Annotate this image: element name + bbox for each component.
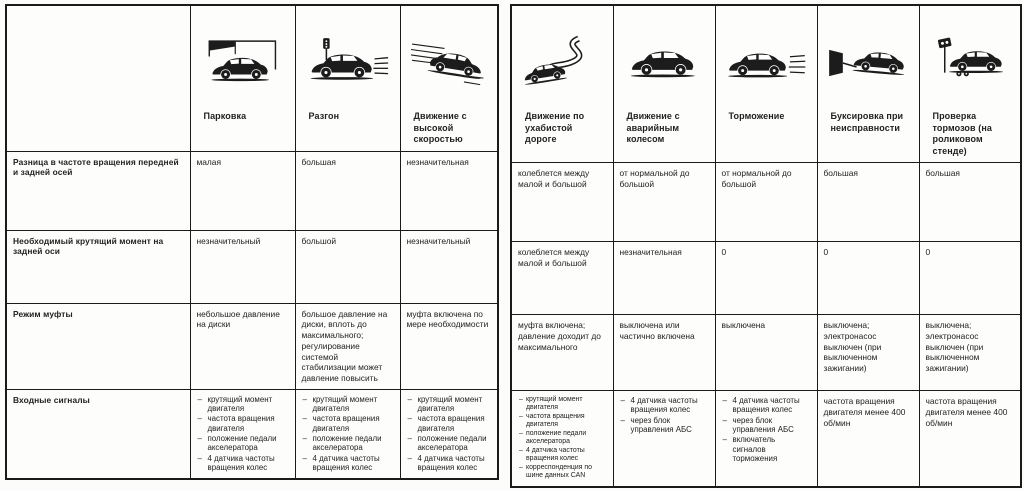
list-item: – частота вращения двигателя — [518, 413, 607, 429]
col-header-towing — [817, 5, 919, 163]
col-header-bumpy-road — [511, 5, 613, 163]
signals-cell — [919, 391, 1021, 488]
col-header-acceleration — [295, 5, 400, 151]
list-item: – включатель сигналов торможения — [722, 435, 811, 463]
list-item: – положение педали акселератора — [302, 434, 394, 453]
column-title: Движение с высокой скоростью — [413, 111, 467, 145]
value-cell: муфта включена; давление доходит до максимального — [511, 315, 613, 391]
icon-box — [620, 11, 709, 110]
icon-box — [722, 11, 811, 110]
row-label-input-signals: Входные сигналы — [6, 389, 190, 479]
value-cell: 0 — [715, 242, 817, 315]
parking-garage-icon — [201, 20, 284, 106]
list-item: – частота вращения двигателя — [302, 414, 394, 433]
column-title: Парковка — [203, 111, 247, 121]
signals-cell — [817, 391, 919, 488]
left-table — [5, 4, 499, 480]
list-item: – 4 датчика частоты вращения колес — [302, 454, 394, 473]
list-item: – корреспонденция по шине данных CAN — [518, 464, 607, 480]
value-cell: муфта включена по мере необходимости — [400, 303, 498, 389]
list-item: – 4 датчика частоты вращения колес — [518, 447, 607, 463]
plain-signal: частота вращения двигателя менее 400 об/мин — [925, 396, 1008, 428]
spare-wheel-car-icon — [624, 20, 704, 106]
icon-box — [824, 11, 913, 110]
value-cell: большая — [817, 163, 919, 242]
list-item: – крутящий момент двигателя — [518, 396, 607, 412]
value-cell: большая — [919, 163, 1021, 242]
signals-cell — [715, 391, 817, 488]
high-speed-car-icon — [411, 20, 487, 106]
row-label-clutch-mode: Режим муфты — [6, 303, 190, 389]
value-cell: от нормальной до большой — [715, 163, 817, 242]
value-cell: выключена; электронасос выключен (при выключенном зажигании) — [919, 315, 1021, 391]
list-item: – частота вращения двигателя — [407, 414, 492, 433]
icon-box — [302, 11, 394, 110]
signals-cell — [511, 391, 613, 488]
value-cell: 0 — [919, 242, 1021, 315]
value-cell: незначительный — [400, 230, 498, 303]
icon-box — [926, 11, 1015, 110]
list-item: – 4 датчика частоты вращения колес — [407, 454, 492, 473]
corner-cell — [6, 5, 190, 151]
col-header-high-speed — [400, 5, 498, 151]
value-cell: малая — [190, 151, 295, 230]
value-cell: незначительная — [613, 242, 715, 315]
scenario-tables — [5, 4, 1022, 488]
column-title: Разгон — [308, 111, 340, 121]
towing-car-icon — [828, 20, 908, 106]
list-item: – 4 датчика частоты вращения колес — [722, 396, 811, 415]
value-cell: колеблется между малой и большой — [511, 163, 613, 242]
value-cell: выключена — [715, 315, 817, 391]
value-cell: от нормальной до большой — [613, 163, 715, 242]
list-item: – положение педали акселератора — [518, 430, 607, 446]
list-item: – через блок управления АБС — [620, 416, 709, 435]
list-item: – крутящий момент двигателя — [197, 395, 289, 414]
brake-roller-test-icon — [930, 20, 1009, 106]
list-item: – 4 датчика частоты вращения колес — [197, 454, 289, 473]
value-cell: выключена или частично включена — [613, 315, 715, 391]
signals-cell — [400, 389, 498, 479]
row-label-speed-difference: Разница в частоте вращения передней и задней осей — [6, 151, 190, 230]
col-header-roller-test — [919, 5, 1021, 163]
value-cell: незначительная — [400, 151, 498, 230]
list-item: – положение педали акселератора — [407, 434, 492, 453]
signals-cell — [295, 389, 400, 479]
value-cell: выключена; электронасос выключен (при выключенном зажигании) — [817, 315, 919, 391]
list-item: – крутящий момент двигателя — [302, 395, 394, 414]
value-cell: большой — [295, 230, 400, 303]
braking-car-icon — [726, 20, 806, 106]
bumpy-road-icon — [523, 20, 602, 106]
icon-box — [407, 11, 492, 110]
list-item: – крутящий момент двигателя — [407, 395, 492, 414]
col-header-spare-wheel — [613, 5, 715, 163]
icon-box — [518, 11, 607, 110]
col-header-parking — [190, 5, 295, 151]
column-title: Буксировка при неисправности — [830, 111, 904, 133]
value-cell: большая — [295, 151, 400, 230]
value-cell: большое давление на диски, вплоть до максимального; регулирование системой стабилизации может давление повысить — [295, 303, 400, 389]
list-item: – 4 датчика частоты вращения колес — [620, 396, 709, 415]
signals-cell — [613, 391, 715, 488]
column-title: Движение с аварийным колесом — [626, 111, 680, 145]
list-item: – через блок управления АБС — [722, 416, 811, 435]
list-item: – частота вращения двигателя — [197, 414, 289, 433]
acceleration-traffic-light-icon — [306, 20, 389, 106]
list-item: – положение педали акселератора — [197, 434, 289, 453]
value-cell: 0 — [817, 242, 919, 315]
value-cell: незначительный — [190, 230, 295, 303]
icon-box — [197, 11, 289, 110]
right-table — [510, 4, 1022, 488]
column-title: Торможение — [728, 111, 785, 121]
plain-signal: частота вращения двигателя менее 400 об/мин — [823, 396, 906, 428]
column-title: Проверка тормозов (на роликовом стенде) — [932, 111, 993, 156]
signals-cell — [190, 389, 295, 479]
column-title: Движение по ухабистой дороге — [525, 111, 585, 145]
value-cell: небольшое давление на диски — [190, 303, 295, 389]
value-cell: колеблется между малой и большой — [511, 242, 613, 315]
row-label-required-torque: Необходимый крутящий момент на задней оси — [6, 230, 190, 303]
col-header-braking — [715, 5, 817, 163]
